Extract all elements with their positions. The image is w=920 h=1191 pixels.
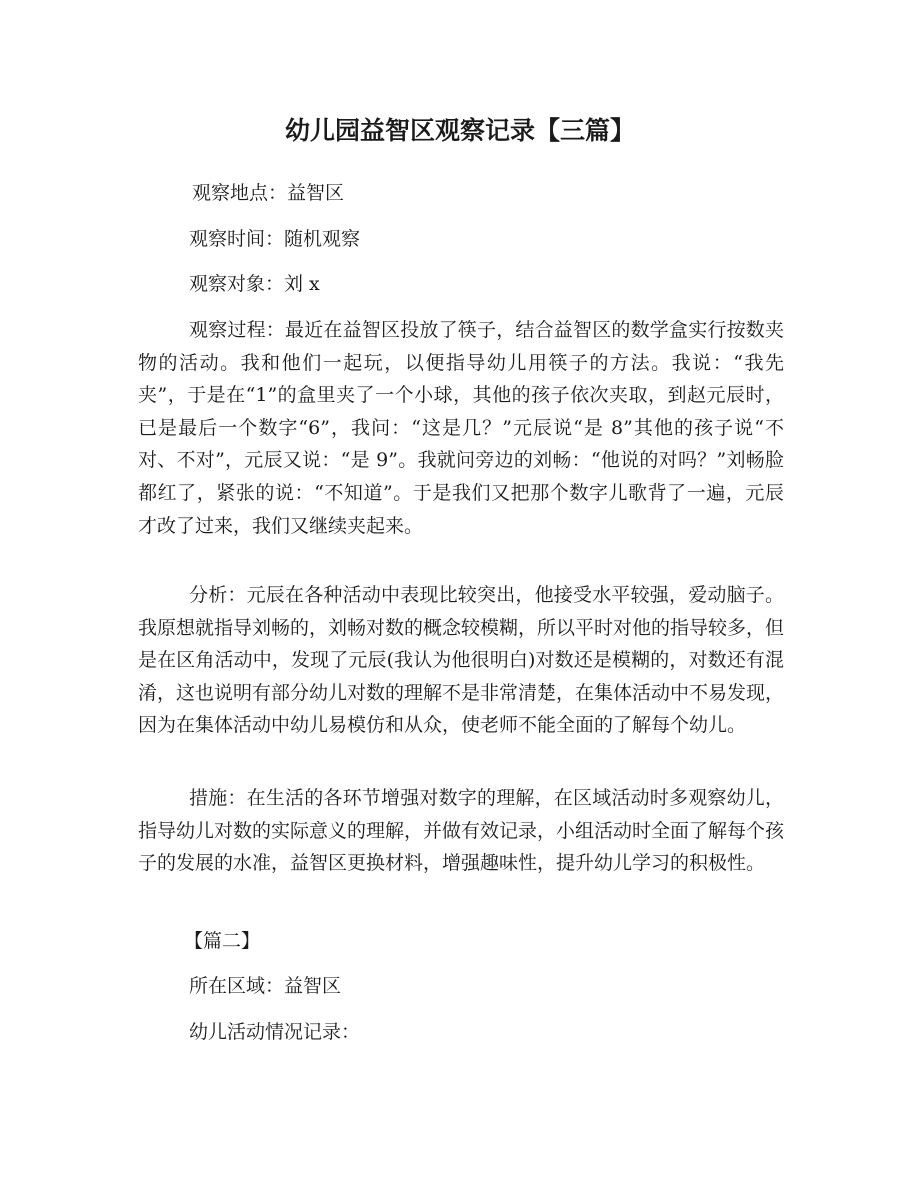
document-title: 幼儿园益智区观察记录【三篇】 [284,116,635,145]
observation-subject: 观察对象：刘 x [189,273,320,295]
part-two-heading: 【篇二】 [184,930,261,952]
observation-time: 观察时间：随机观察 [189,228,361,250]
part-two-area: 所在区域：益智区 [189,975,342,997]
observation-process-paragraph: 观察过程：最近在益智区投放了筷子，结合益智区的数学盒实行按数夹物的活动。我和他们一起玩，以便指导幼儿用筷子的方法。我说：“我先夹”，于是在“1”的盒里夹了一个小球，其他的孩子依次夹取，到赵元辰时，已是最后一个数字“6”，我问：“这是几？”元辰说“是 8”其他的孩子说“不对、不对”，元辰又说：“是 9”。我就问旁边的刘畅：“他说的对吗？”刘畅脸都红了，紧张的说：“不知道”。于是我们又把那个数字儿歌背了一遍，元辰才改了过来，我们又继续夹起来。 [138,319,784,537]
part-two-record-label: 幼儿活动情况记录： [189,1021,361,1043]
measures-paragraph: 措施：在生活的各环节增强对数字的理解，在区域活动时多观察幼儿，指导幼儿对数的实际意义的理解，并做有效记录，小组活动时全面了解每个孩子的发展的水准，益智区更换材料，增强趣味性，提升幼儿学习的积极性。 [138,787,785,875]
analysis-paragraph: 分析：元辰在各种活动中表现比较突出，他接受水平较强，爱动脑子。我原想就指导刘畅的，刘畅对数的概念较模糊，所以平时对他的指导较多，但是在区角活动中，发现了元辰(我认为他很明白)对数还是模糊的，对数还有混淆，这也说明有部分幼儿对数的理解不是非常清楚，在集体活动中不易发现，因为在集体活动中幼儿易模仿和从众，使老师不能全面的了解每个幼儿。 [138,584,785,737]
observation-location: 观察地点：益智区 [192,182,345,204]
